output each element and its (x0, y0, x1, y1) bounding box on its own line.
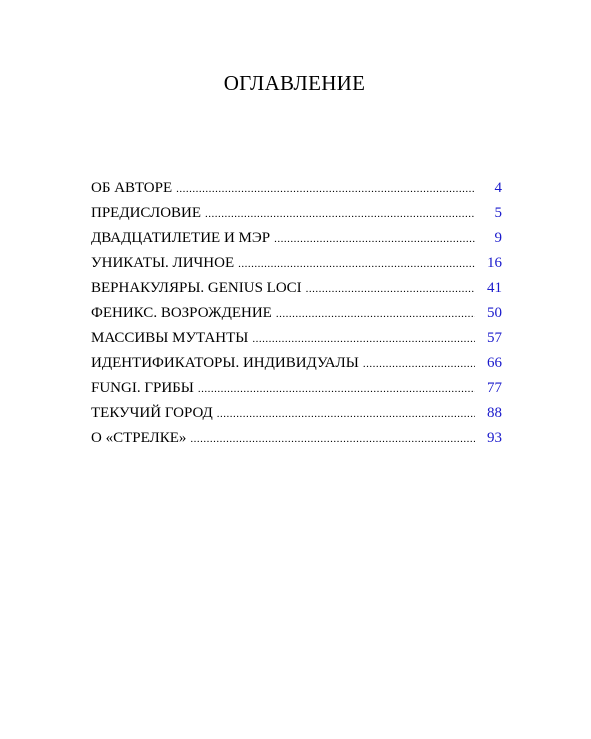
toc-dot-leader (306, 277, 475, 302)
toc-page-link[interactable]: 9 (494, 230, 502, 246)
toc-page-link[interactable]: 16 (487, 255, 502, 271)
toc-dot-leader (274, 227, 475, 252)
toc-page-link[interactable]: 93 (487, 430, 502, 446)
toc-entry-title: ТЕКУЧИЙ ГОРОД (91, 405, 213, 421)
toc-entry-title: ФЕНИКС. ВОЗРОЖДЕНИЕ (91, 305, 272, 321)
toc-page-link[interactable]: 66 (487, 355, 502, 371)
toc-entry[interactable] (91, 376, 502, 401)
toc-entry-title: ОБ АВТОРЕ (91, 180, 173, 196)
toc-title: ОГЛАВЛЕНИЕ (223, 71, 366, 95)
toc-entry-title: ДВАДЦАТИЛЕТИЕ И МЭР (91, 230, 271, 246)
toc-dot-leader (363, 352, 475, 377)
toc-entry[interactable] (91, 176, 502, 201)
toc-dot-leader (252, 327, 475, 352)
toc-page-link[interactable]: 41 (487, 280, 502, 296)
toc-entry[interactable] (91, 251, 502, 276)
toc-entry[interactable] (91, 426, 502, 451)
toc-entry-title: УНИКАТЫ. ЛИЧНОЕ (91, 255, 235, 271)
toc-entry-title: МАССИВЫ МУТАНТЫ (91, 330, 249, 346)
toc-dot-leader (176, 177, 475, 202)
toc-entry[interactable] (91, 301, 502, 326)
toc-page-link[interactable]: 77 (487, 380, 502, 396)
toc-page-link[interactable]: 50 (487, 305, 502, 321)
toc-page-link[interactable]: 57 (487, 330, 502, 346)
toc-page-link[interactable]: 5 (494, 205, 502, 221)
toc-page-link[interactable]: 88 (487, 405, 502, 421)
toc-entry-title: ПРЕДИСЛОВИЕ (91, 205, 202, 221)
toc-dot-leader (217, 402, 475, 427)
toc-entry-title: ВЕРНАКУЛЯРЫ. GENIUS LOCI (91, 280, 302, 296)
toc-dot-leader (276, 302, 475, 327)
toc-dot-leader (238, 252, 475, 277)
toc-entry-title: ИДЕНТИФИКАТОРЫ. ИНДИВИДУАЛЫ (91, 355, 359, 371)
toc-list (91, 176, 502, 451)
toc-dot-leader (198, 377, 475, 402)
toc-dot-leader (205, 202, 475, 227)
toc-entry[interactable] (91, 226, 502, 251)
toc-entry[interactable] (91, 401, 502, 426)
toc-entry[interactable] (91, 326, 502, 351)
toc-entry[interactable] (91, 201, 502, 226)
toc-dot-leader (190, 427, 475, 452)
toc-entry[interactable] (91, 351, 502, 376)
toc-entry[interactable] (91, 276, 502, 301)
toc-entry-title: FUNGI. ГРИБЫ (91, 380, 194, 396)
toc-entry-title: О «СТРЕЛКЕ» (91, 430, 187, 446)
toc-page-link[interactable]: 4 (494, 180, 502, 196)
